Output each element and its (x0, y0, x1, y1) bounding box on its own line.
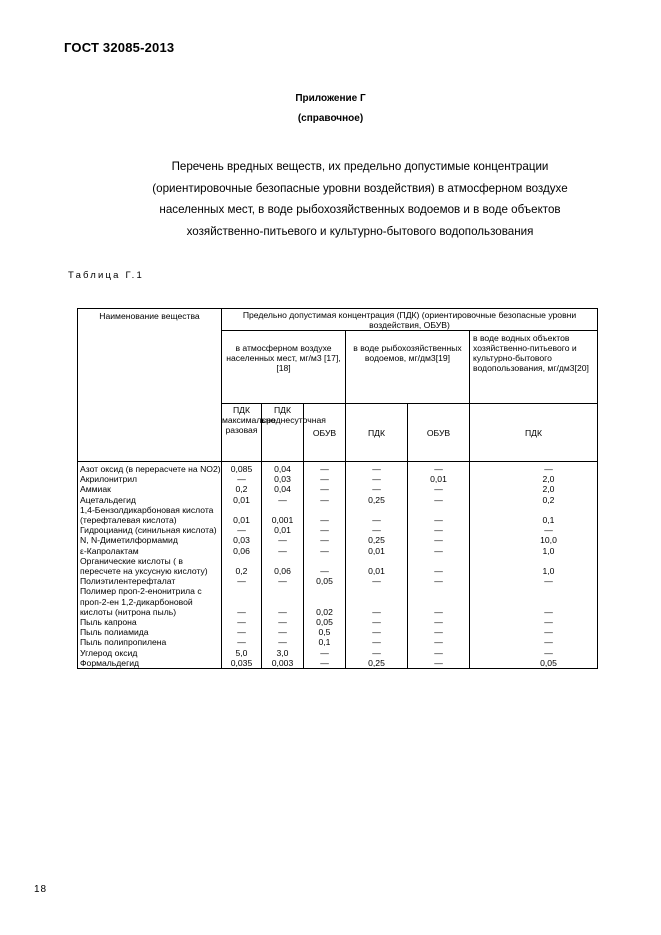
appendix-title: Приложение Г (295, 93, 366, 104)
table-cell: — (346, 627, 408, 637)
substance-name: Полиэтилентерефталат (78, 576, 222, 586)
col-header-fish: в воде рыбохозяйственных водоемов, мг/дм3[19] (346, 331, 470, 404)
table-cell: 0,06 (262, 556, 304, 576)
table-cell: — (470, 462, 598, 475)
table-cell: 0,05 (304, 576, 346, 586)
table-cell: 0,25 (346, 535, 408, 545)
table-cell: — (408, 576, 470, 586)
page-number: 18 (34, 884, 48, 895)
table-cell: 0,01 (222, 495, 262, 505)
table-cell: — (304, 474, 346, 484)
table-cell: 0,2 (222, 484, 262, 494)
substance-name: 1,4-Бензолдикарбоновая кислота (терефталевая кислота) (78, 505, 222, 525)
table-cell: 0,01 (346, 556, 408, 576)
intro-line: (ориентировочные безопасные уровни воздействия) в атмосферном воздухе (152, 181, 568, 195)
table-cell: 0,01 (222, 505, 262, 525)
table-cell: 0,1 (304, 637, 346, 647)
substance-name: Ацетальдегид (78, 495, 222, 505)
table-row (78, 505, 598, 525)
table-row (78, 627, 598, 637)
substance-name: Пыль полипропилена (78, 637, 222, 647)
table-cell: 0,085 (222, 462, 262, 475)
table-cell: — (408, 546, 470, 556)
table-cell: 1,0 (470, 556, 598, 576)
table-cell: — (304, 535, 346, 545)
substance-name: ε-Капролактам (78, 546, 222, 556)
table-row (78, 546, 598, 556)
table-cell: 0,25 (346, 495, 408, 505)
table-cell: 0,04 (262, 484, 304, 494)
table-cell: 0,25 (346, 658, 408, 669)
table-cell: 10,0 (470, 535, 598, 545)
col-header-obuv: ОБУВ (304, 404, 346, 462)
table-body (78, 462, 598, 669)
table-cell: — (304, 505, 346, 525)
table-cell: — (222, 576, 262, 586)
table-cell: — (262, 617, 304, 627)
col-header-name: Наименование вещества (78, 309, 222, 462)
substance-name: Полимер проп-2-енонитрила с проп-2-ен 1,2-дикарбоновой кислоты (нитрона пыль) (78, 586, 222, 617)
table-cell: — (346, 474, 408, 484)
table-cell: — (408, 617, 470, 627)
intro-line: хозяйственно-питьевого и культурно-бытового водопользования (186, 224, 534, 238)
table-cell: — (470, 648, 598, 658)
table-cell: — (304, 495, 346, 505)
col-header-air: в атмосферном воздухе населенных мест, мг/м3 [17], [18] (222, 331, 346, 404)
substance-name: Пыль капрона (78, 617, 222, 627)
substance-name: Формальдегид (78, 658, 222, 669)
substance-name: Гидроцианид (синильная кислота) (78, 525, 222, 535)
table-cell: — (304, 546, 346, 556)
col-header-obuv: ОБУВ (408, 404, 470, 462)
table-cell: — (304, 648, 346, 658)
substance-name: Пыль полиамида (78, 627, 222, 637)
table-cell: — (346, 462, 408, 475)
col-header-group: Предельно допустимая концентрация (ПДК) (ориентировочные безопасные уровни воздействия, ОБУВ) (222, 309, 598, 331)
table-row (78, 637, 598, 647)
table-cell: — (408, 535, 470, 545)
col-header-pdk-avg: ПДК среднесуточная (262, 404, 304, 462)
table-cell: 0,2 (470, 495, 598, 505)
table-cell: — (222, 627, 262, 637)
table-cell: — (222, 474, 262, 484)
intro-text (60, 156, 660, 242)
table-cell: — (408, 556, 470, 576)
table-cell: — (346, 637, 408, 647)
intro-line: Перечень вредных веществ, их предельно допустимые концентрации (171, 160, 549, 173)
table-cell: — (304, 462, 346, 475)
col-header-drink: в воде водных объектов хозяйственно-питьевого и культурно-бытового водопользования, мг/дм3[20] (470, 331, 598, 404)
table-cell: — (222, 525, 262, 535)
table-cell: — (470, 637, 598, 647)
appendix-subtitle: (справочное) (297, 113, 364, 124)
table-cell: — (408, 462, 470, 475)
table-cell: 0,1 (470, 505, 598, 525)
table-cell: — (408, 525, 470, 535)
table-caption: Таблица Г.1 (68, 270, 144, 281)
table-row (78, 462, 598, 475)
table-cell: 0,02 (304, 586, 346, 617)
table-cell: — (470, 576, 598, 586)
table-row (78, 586, 598, 617)
table-cell: 0,2 (222, 556, 262, 576)
table-cell: 0,05 (304, 617, 346, 627)
table-cell: — (408, 586, 470, 617)
table-cell: 2,0 (470, 484, 598, 494)
table-cell: — (408, 627, 470, 637)
table-row (78, 535, 598, 545)
table-row (78, 484, 598, 494)
col-header-pdk: ПДК (346, 404, 408, 462)
table-cell: — (470, 617, 598, 627)
document-header: ГОСТ 32085-2013 (64, 40, 175, 55)
table-cell: — (262, 627, 304, 637)
table-cell: 0,04 (262, 462, 304, 475)
substance-name: N, N-Диметилформамид (78, 535, 222, 545)
substances-table (77, 308, 598, 669)
table-cell: 0,01 (262, 525, 304, 535)
table-cell: — (304, 484, 346, 494)
table-cell: 0,03 (262, 474, 304, 484)
intro-line: населенных мест, в воде рыбохозяйственных водоемов и в воде объектов (159, 203, 561, 216)
table-row (78, 474, 598, 484)
table-row (78, 576, 598, 586)
table-cell: 0,01 (408, 474, 470, 484)
table-cell: — (470, 627, 598, 637)
table-cell: — (346, 505, 408, 525)
table-cell: — (262, 546, 304, 556)
table-cell: — (346, 484, 408, 494)
table-row (78, 495, 598, 505)
table-cell: 3,0 (262, 648, 304, 658)
table-cell: 1,0 (470, 546, 598, 556)
table-row (78, 525, 598, 535)
table-cell: 0,05 (470, 658, 598, 669)
table-cell: — (408, 495, 470, 505)
table-cell: — (222, 586, 262, 617)
substance-name: Аммиак (78, 484, 222, 494)
table-cell: — (408, 637, 470, 647)
table-cell: 0,003 (262, 658, 304, 669)
table-cell: 2,0 (470, 474, 598, 484)
table-cell: — (262, 586, 304, 617)
table-cell: — (262, 535, 304, 545)
table-cell: 5,0 (222, 648, 262, 658)
table-cell: — (346, 648, 408, 658)
table-cell: — (408, 658, 470, 669)
table-cell: — (408, 505, 470, 525)
table-cell: — (346, 617, 408, 627)
table-cell: — (262, 637, 304, 647)
table-cell: — (304, 556, 346, 576)
table-cell: 0,001 (262, 505, 304, 525)
table-cell: — (262, 576, 304, 586)
substance-name: Азот оксид (в перерасчете на NO2) (78, 462, 222, 475)
table-cell: 0,035 (222, 658, 262, 669)
col-header-pdk-max: ПДК максимально разовая (222, 404, 262, 462)
substance-name: Углерод оксид (78, 648, 222, 658)
table-cell: — (262, 495, 304, 505)
table-cell: 0,06 (222, 546, 262, 556)
substance-name: Органические кислоты ( в пересчете на уксусную кислоту) (78, 556, 222, 576)
table-cell: 0,5 (304, 627, 346, 637)
col-header-pdk: ПДК (470, 404, 598, 462)
table-row (78, 648, 598, 658)
substance-name: Акрилонитрил (78, 474, 222, 484)
table-cell: 0,03 (222, 535, 262, 545)
table-cell: — (304, 525, 346, 535)
table-row (78, 556, 598, 576)
table-cell: — (408, 648, 470, 658)
table-cell: — (346, 525, 408, 535)
table-cell: — (222, 637, 262, 647)
table-cell: — (304, 658, 346, 669)
table-cell: — (346, 576, 408, 586)
table-cell: — (470, 525, 598, 535)
table-cell: — (346, 586, 408, 617)
table-cell: — (470, 586, 598, 617)
table-cell: — (408, 484, 470, 494)
table-cell: — (222, 617, 262, 627)
table-row (78, 658, 598, 669)
table-cell: 0,01 (346, 546, 408, 556)
table-row (78, 617, 598, 627)
